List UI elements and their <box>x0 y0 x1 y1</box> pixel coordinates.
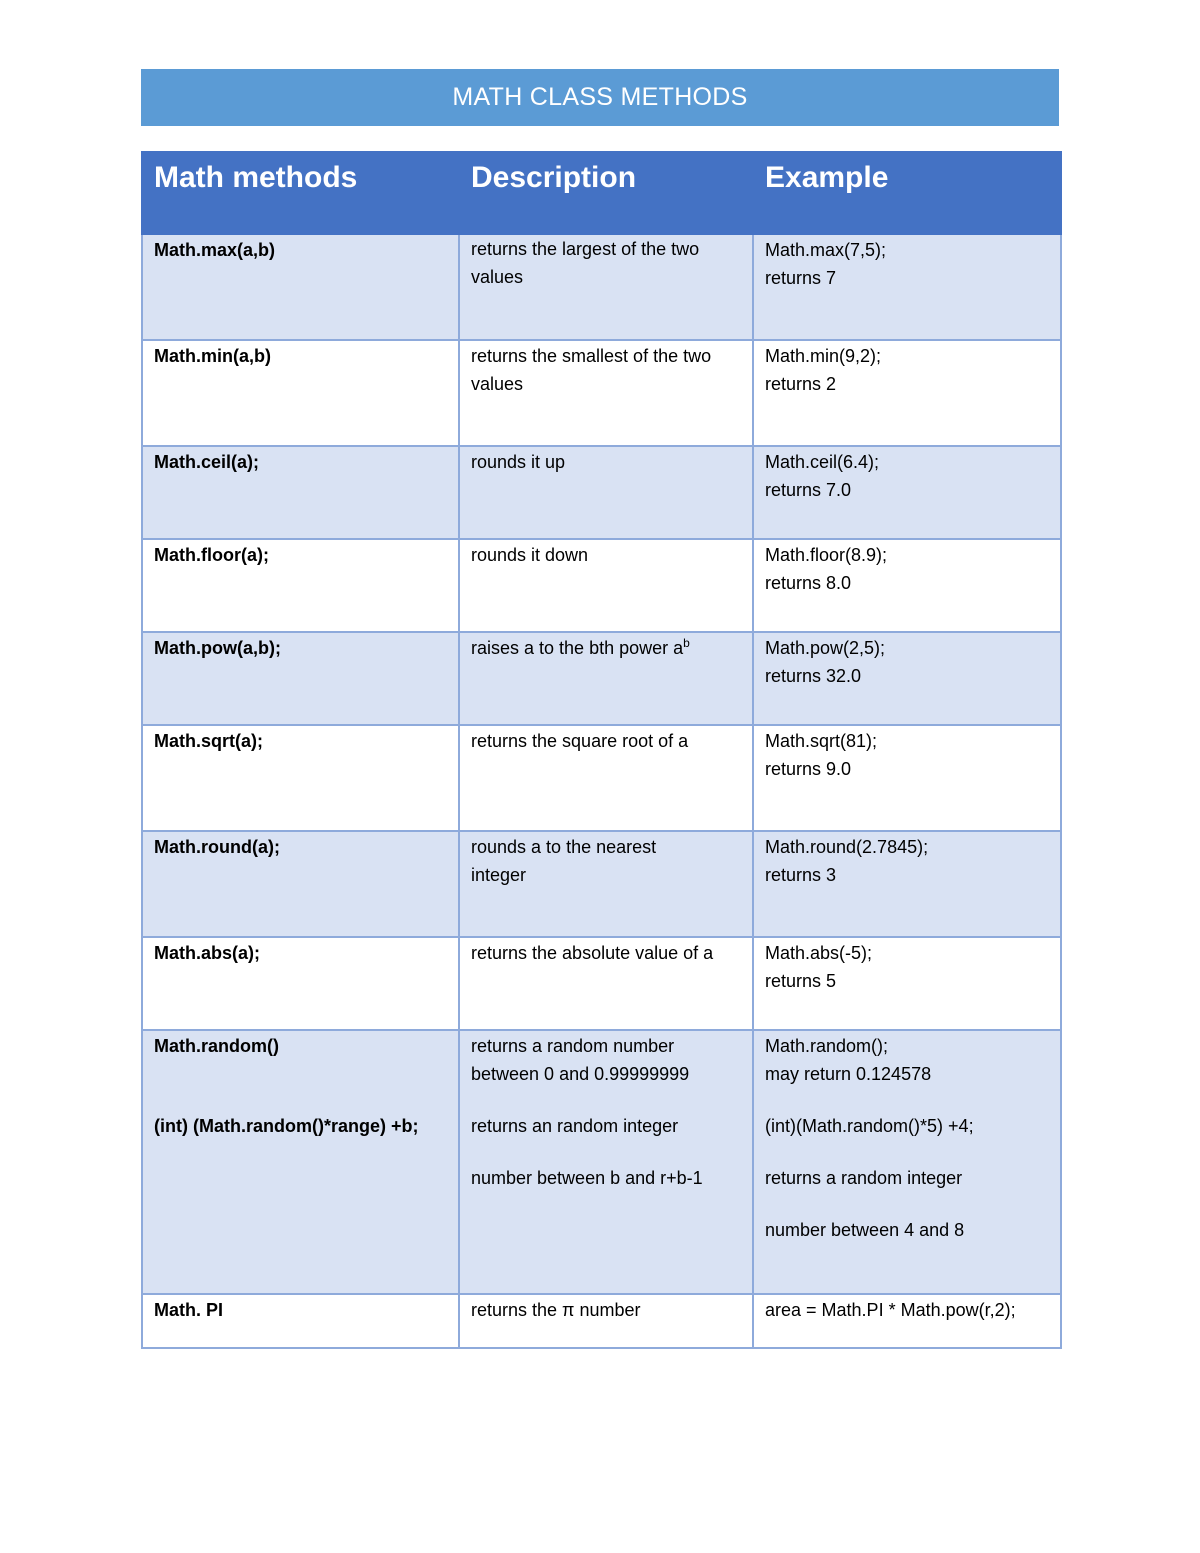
example-code: Math.random(); <box>765 1036 889 1056</box>
example-code: Math.sqrt(81); <box>765 731 878 751</box>
table-row <box>142 632 1061 725</box>
description-text: returns the π number <box>471 1300 641 1320</box>
example-result: may return 0.124578 <box>765 1064 932 1084</box>
example-result: returns 5 <box>765 971 837 991</box>
description-text: between 0 and 0.99999999 <box>471 1064 690 1084</box>
column-header-methods: Math methods <box>142 152 459 234</box>
example-result: returns 32.0 <box>765 666 862 686</box>
method-cell <box>142 937 459 1030</box>
method-name: Math.sqrt(a); <box>154 731 263 751</box>
example-code: Math.round(2.7845); <box>765 837 929 857</box>
table-row <box>142 831 1061 937</box>
description-text: returns the square root of a <box>471 731 689 751</box>
method-name: Math.random() <box>154 1036 279 1056</box>
method-cell <box>142 1030 459 1294</box>
example-result: number between 4 and 8 <box>765 1220 965 1240</box>
example-cell <box>753 539 1061 632</box>
description-text: values <box>471 374 524 394</box>
example-code: area = Math.PI * Math.pow(r,2); <box>765 1300 1016 1320</box>
page-title: MATH CLASS METHODS <box>141 69 1059 126</box>
superscript-b: b <box>683 636 690 650</box>
description-cell <box>459 234 753 340</box>
example-cell <box>753 340 1061 446</box>
table-row <box>142 340 1061 446</box>
method-name: Math.max(a,b) <box>154 240 276 260</box>
description-cell <box>459 725 753 831</box>
example-code: Math.ceil(6.4); <box>765 452 880 472</box>
example-cell <box>753 234 1061 340</box>
method-cell <box>142 340 459 446</box>
column-header-example: Example <box>753 152 1061 234</box>
example-result: returns 7.0 <box>765 480 852 500</box>
example-code: Math.max(7,5); <box>765 240 887 260</box>
method-name: Math. PI <box>154 1300 224 1320</box>
example-cell <box>753 1294 1061 1348</box>
example-cell <box>753 831 1061 937</box>
method-name: (int) (Math.random()*range) +b; <box>154 1116 419 1136</box>
method-cell <box>142 1294 459 1348</box>
description-cell <box>459 1030 753 1294</box>
example-result: returns 7 <box>765 268 837 288</box>
description-text: rounds it up <box>471 452 566 472</box>
example-result: returns 3 <box>765 865 837 885</box>
column-header-description: Description <box>459 152 753 234</box>
example-cell <box>753 725 1061 831</box>
description-text: rounds it down <box>471 545 589 565</box>
example-code: Math.abs(-5); <box>765 943 873 963</box>
method-name: Math.abs(a); <box>154 943 261 963</box>
method-cell <box>142 446 459 539</box>
example-code: Math.min(9,2); <box>765 346 882 366</box>
description-text: returns the absolute value of a <box>471 943 714 963</box>
description-cell <box>459 632 753 725</box>
example-cell <box>753 1030 1061 1294</box>
description-text: number between b and r+b-1 <box>471 1168 703 1188</box>
method-cell <box>142 234 459 340</box>
method-name: Math.pow(a,b); <box>154 638 281 658</box>
description-text: returns a random number <box>471 1036 675 1056</box>
table-row <box>142 1294 1061 1348</box>
table-row <box>142 725 1061 831</box>
table-row <box>142 446 1061 539</box>
example-result: returns 8.0 <box>765 573 852 593</box>
table-row <box>142 1030 1061 1294</box>
example-code: (int)(Math.random()*5) +4; <box>765 1116 974 1136</box>
description-cell <box>459 831 753 937</box>
example-code: Math.floor(8.9); <box>765 545 888 565</box>
example-result: returns 9.0 <box>765 759 852 779</box>
table-row <box>142 937 1061 1030</box>
example-result: returns a random integer <box>765 1168 963 1188</box>
description-text: returns the smallest of the two <box>471 346 712 366</box>
description-text: rounds a to the nearest <box>471 837 657 857</box>
description-cell <box>459 340 753 446</box>
description-cell <box>459 446 753 539</box>
description-cell <box>459 937 753 1030</box>
description-cell <box>459 539 753 632</box>
method-name: Math.floor(a); <box>154 545 269 565</box>
table-row <box>142 539 1061 632</box>
example-cell <box>753 632 1061 725</box>
description-cell <box>459 1294 753 1348</box>
description-text: integer <box>471 865 527 885</box>
description-text-main: raises a to the bth power a <box>471 638 684 658</box>
example-code: Math.pow(2,5); <box>765 638 886 658</box>
method-cell <box>142 632 459 725</box>
method-name: Math.ceil(a); <box>154 452 260 472</box>
example-cell <box>753 937 1061 1030</box>
table-row <box>142 234 1061 340</box>
method-cell <box>142 539 459 632</box>
method-name: Math.min(a,b) <box>154 346 271 366</box>
table-header-row <box>142 152 1061 234</box>
example-result: returns 2 <box>765 374 837 394</box>
example-cell <box>753 446 1061 539</box>
description-text: returns the largest of the two <box>471 239 700 259</box>
method-name: Math.round(a); <box>154 837 280 857</box>
method-cell <box>142 831 459 937</box>
description-text: values <box>471 267 524 287</box>
description-text: returns an random integer <box>471 1116 679 1136</box>
method-cell <box>142 725 459 831</box>
description-text <box>471 634 741 662</box>
math-methods-table <box>141 151 1062 1349</box>
